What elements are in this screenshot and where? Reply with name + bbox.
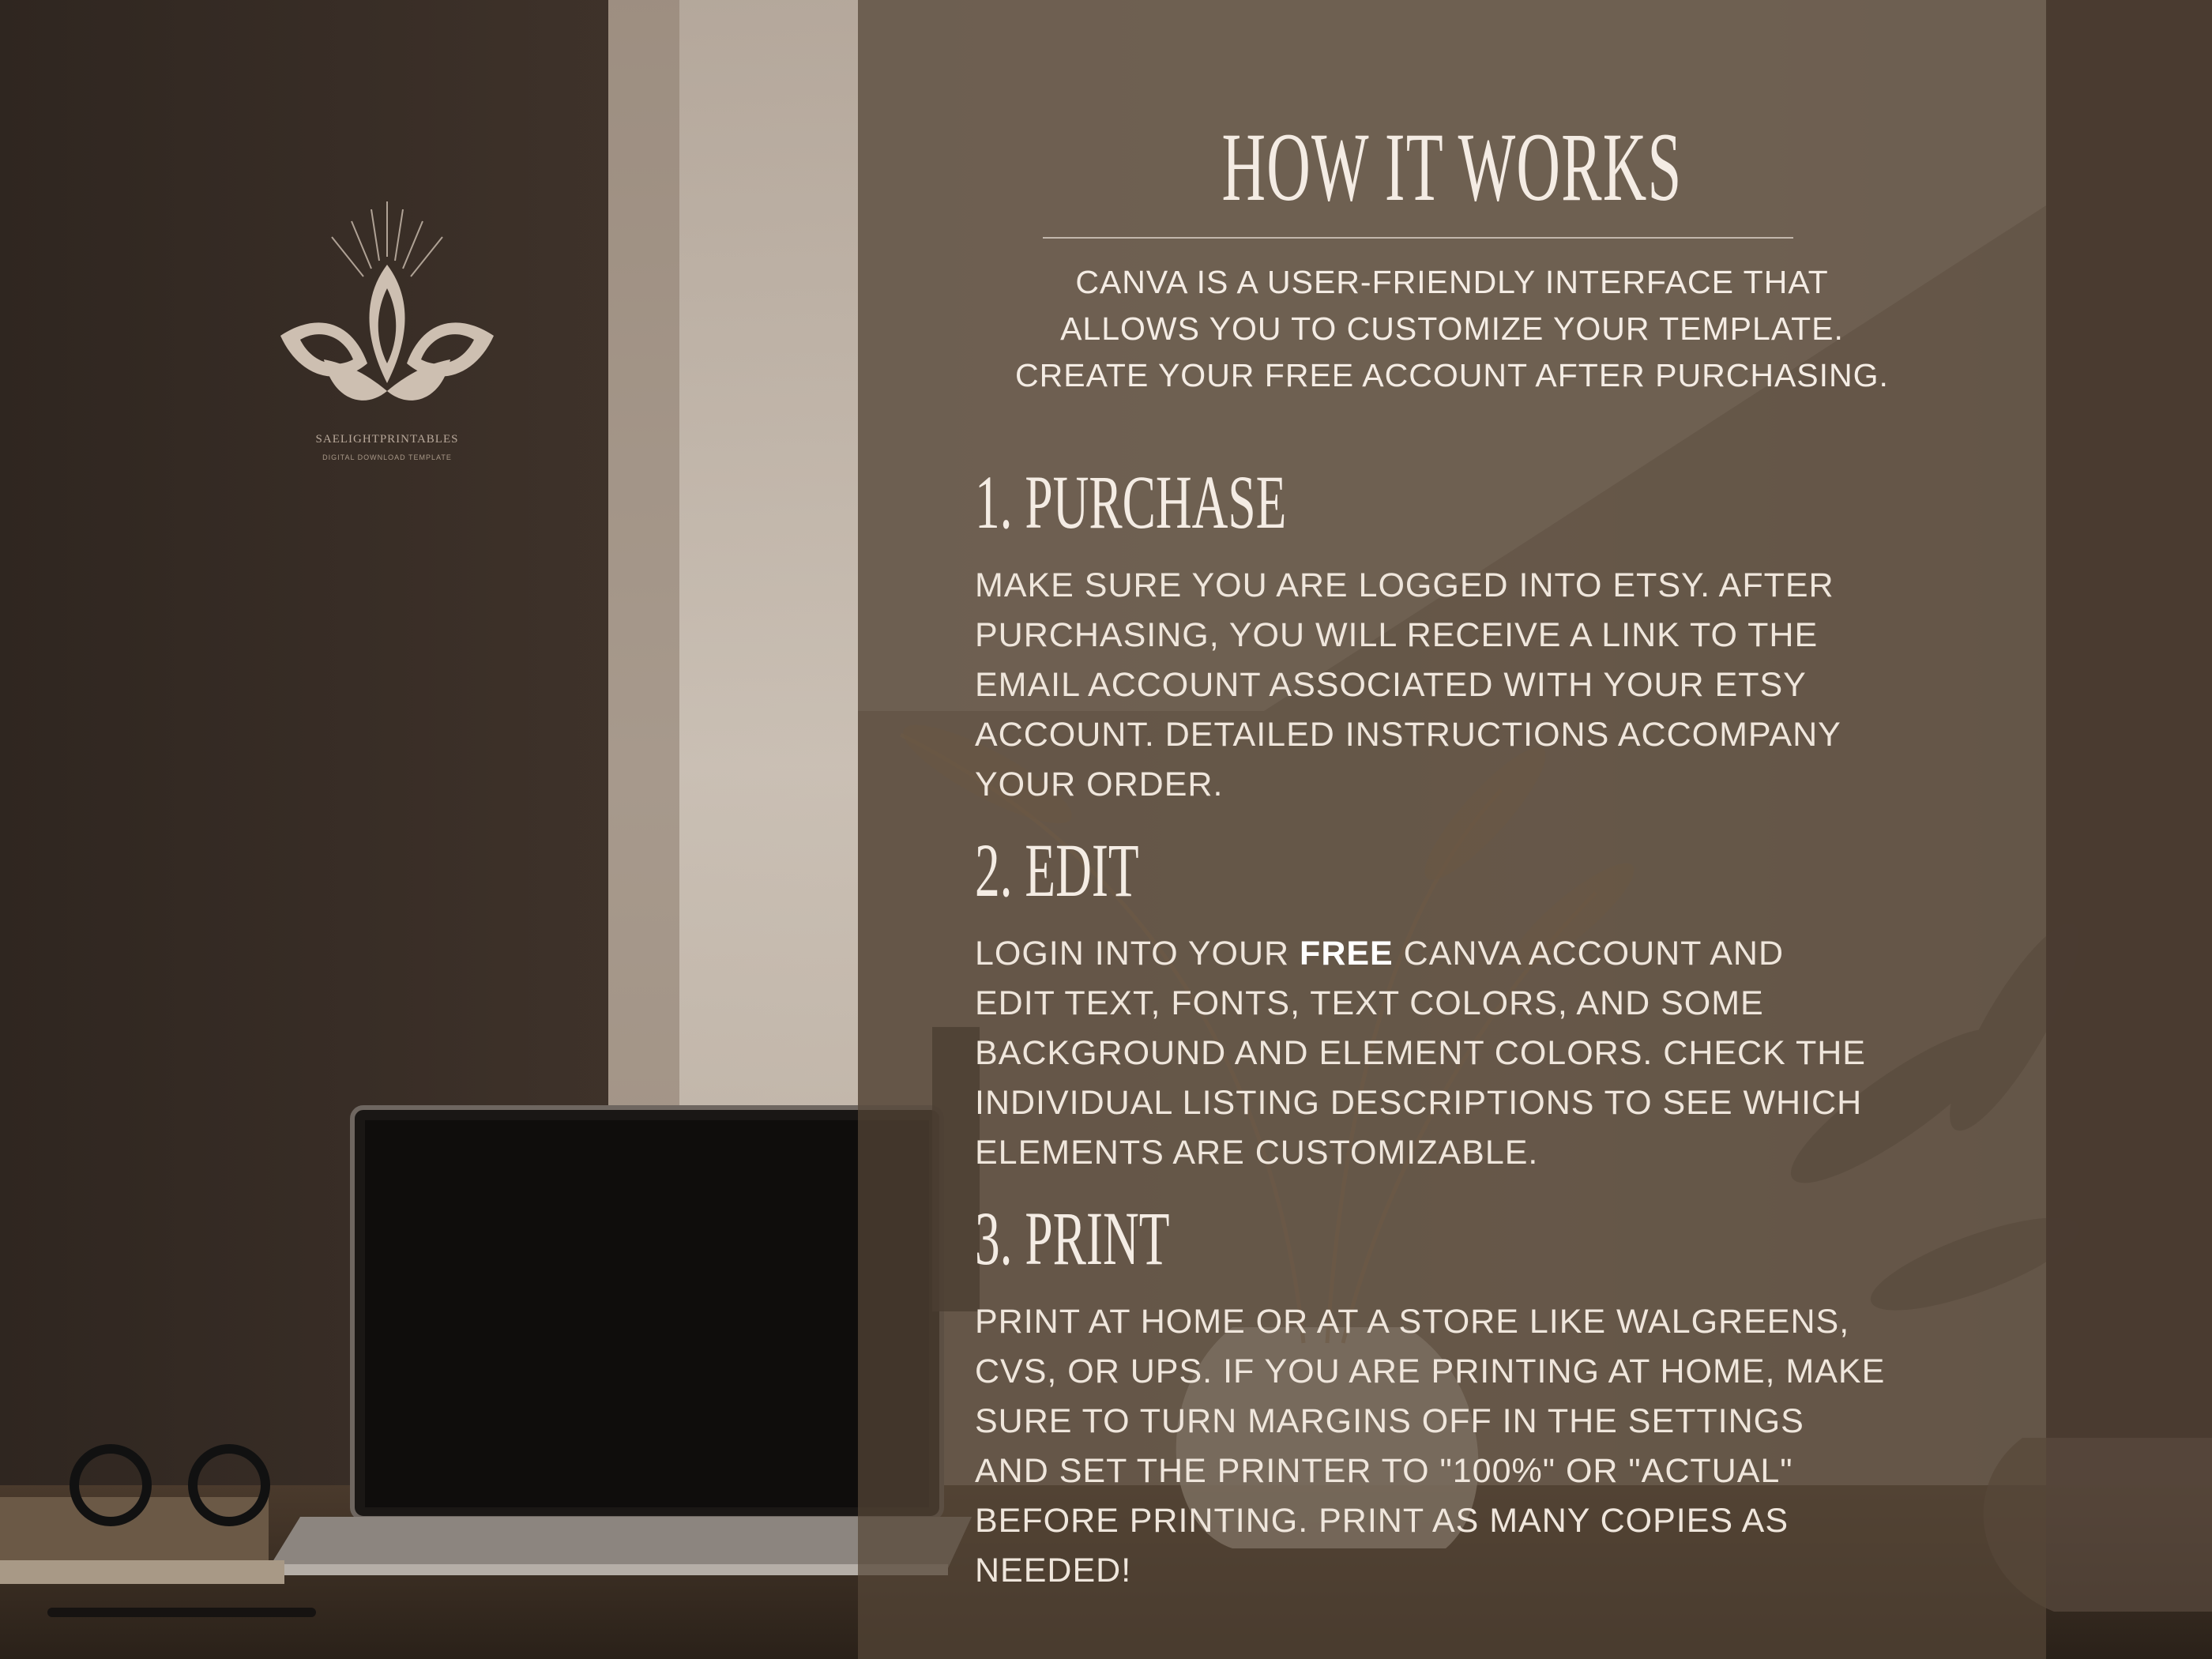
brand-name: SAELIGHTPRINTABLES (315, 433, 459, 446)
step-line: INDIVIDUAL LISTING DESCRIPTIONS TO SEE WHICH (975, 1084, 1863, 1122)
step-line: NEEDED! (975, 1552, 1132, 1589)
step-line: EMAIL ACCOUNT ASSOCIATED WITH YOUR ETSY (975, 666, 1807, 704)
step-line: BACKGROUND AND ELEMENT COLORS. CHECK THE (975, 1034, 1866, 1072)
free-emphasis: FREE (1300, 935, 1394, 972)
step-line: AND SET THE PRINTER TO "100%" OR "ACTUAL" (975, 1452, 1793, 1490)
intro-line: CANVA IS A USER-FRIENDLY INTERFACE THAT (1075, 264, 1829, 300)
step-line: PURCHASING, YOU WILL RECEIVE A LINK TO THE (975, 616, 1819, 654)
step-line: ACCOUNT. DETAILED INSTRUCTIONS ACCOMPANY (975, 716, 1841, 754)
step-line: BEFORE PRINTING. PRINT AS MANY COPIES AS (975, 1502, 1789, 1540)
brand-tagline: DIGITAL DOWNLOAD TEMPLATE (322, 453, 452, 461)
intro-line: ALLOWS YOU TO CUSTOMIZE YOUR TEMPLATE. (1060, 310, 1844, 347)
intro-text (940, 259, 1964, 399)
step-edit-heading: 2. EDIT (975, 828, 1139, 912)
step-print-heading: 3. PRINT (975, 1196, 1170, 1281)
lotus-logo-icon (276, 201, 498, 462)
intro-line: CREATE YOUR FREE ACCOUNT AFTER PURCHASING. (1015, 357, 1889, 393)
step-line: CVS, OR UPS. IF YOU ARE PRINTING AT HOME, MAKE (975, 1352, 1886, 1390)
step-print-text (975, 1297, 1970, 1596)
step-line-start: LOGIN INTO YOUR (975, 935, 1300, 972)
step-line: PRINT AT HOME OR AT A STORE LIKE WALGREENS, (975, 1303, 1850, 1341)
step-purchase-text (975, 561, 1970, 810)
step-line: EDIT TEXT, FONTS, TEXT COLORS, AND SOME (975, 984, 1764, 1022)
step-line: YOUR ORDER. (975, 766, 1224, 803)
step-line: MAKE SURE YOU ARE LOGGED INTO ETSY. AFTER (975, 566, 1834, 604)
step-purchase-heading: 1. PURCHASE (975, 460, 1287, 544)
step-edit-text (975, 929, 1970, 1178)
title-divider (1043, 237, 1793, 239)
step-line: SURE TO TURN MARGINS OFF IN THE SETTINGS (975, 1402, 1804, 1440)
step-line-end: CANVA ACCOUNT AND (1393, 935, 1785, 972)
step-line: ELEMENTS ARE CUSTOMIZABLE. (975, 1134, 1539, 1172)
step-line (975, 929, 1970, 979)
page-title: HOW IT WORKS (1221, 113, 1683, 221)
